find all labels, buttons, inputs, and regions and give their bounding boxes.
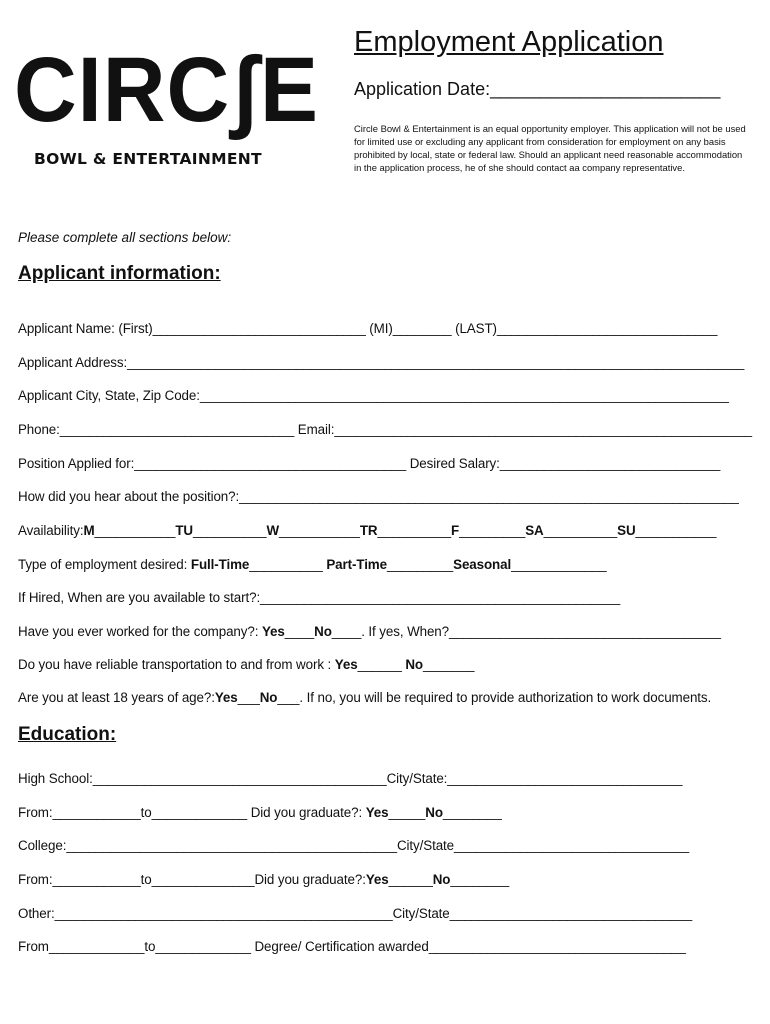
avail-sunday-line[interactable]: ___________: [635, 523, 717, 538]
seasonal-option: Seasonal: [453, 557, 512, 572]
phone-email-field[interactable]: Phone:________________________________ Email:_________________________________________________________: [18, 422, 752, 437]
transportation-label: Do you have reliable transportation to and from work :: [18, 657, 335, 672]
applicant-name-field[interactable]: Applicant Name: (First)_____________________________ (MI)________ (LAST)______________________________: [18, 321, 718, 336]
other-dates-field[interactable]: From_____________to_____________ Degree/ Certification awarded___________________________________: [18, 939, 686, 954]
avail-wednesday: W: [266, 523, 280, 538]
age-note: . If no, you will be required to provide authorization to work documents.: [299, 690, 712, 705]
age-yes-option: Yes: [214, 690, 238, 705]
high-school-field[interactable]: High School:________________________________________City/State:________________________________: [18, 771, 683, 786]
avail-thursday: TR: [359, 523, 378, 538]
other-education-field[interactable]: Other:______________________________________________City/State_________________________________: [18, 906, 693, 921]
age-yes-line[interactable]: ___: [237, 690, 260, 705]
age-no-option: No: [259, 690, 278, 705]
avail-sunday: SU: [617, 523, 636, 538]
full-time-option: Full-Time: [190, 557, 250, 572]
applicant-section-heading: Applicant information:: [18, 263, 221, 284]
avail-saturday-line[interactable]: __________: [543, 523, 618, 538]
eeo-statement: Circle Bowl & Entertainment is an equal opportunity employer. This application will not be used for limited use or excluding any applicant from consideration for employment on any basis prohibited by local, state or federal law. Should an applicant need reasonable accommodation in the application process, he of she should contact aa company representative.: [354, 123, 746, 173]
availability-label: Availability:: [18, 523, 84, 538]
hs-no-option: No: [425, 805, 443, 820]
logo-wordmark: CIRCʃE: [14, 39, 319, 141]
hear-about-field[interactable]: How did you hear about the position?:____________________________________________________________________: [18, 489, 739, 504]
transport-no-line[interactable]: _______: [422, 657, 475, 672]
avail-monday-line[interactable]: ___________: [94, 523, 176, 538]
worked-before-label: Have you ever worked for the company?:: [18, 624, 262, 639]
education-section-heading: Education:: [18, 724, 117, 745]
part-time-option: Part-Time: [326, 557, 387, 572]
college-no-option: No: [432, 872, 451, 887]
application-date-field[interactable]: Application Date:_______________________: [354, 79, 721, 99]
hs-yes-option: Yes: [365, 805, 389, 820]
applicant-address-field[interactable]: Applicant Address:____________________________________________________________________________________: [18, 355, 745, 370]
company-logo: [14, 40, 324, 175]
seasonal-line[interactable]: _____________: [511, 557, 607, 572]
hs-yes-line[interactable]: _____: [388, 805, 426, 820]
transport-yes-option: Yes: [334, 657, 358, 672]
avail-wednesday-line[interactable]: ___________: [279, 523, 360, 538]
college-no-line[interactable]: ________: [450, 872, 510, 887]
worked-before-field[interactable]: [18, 624, 721, 639]
transportation-field[interactable]: [18, 657, 474, 672]
worked-no-line[interactable]: ____: [331, 624, 362, 639]
worked-no-option: No: [314, 624, 332, 639]
avail-tuesday-line[interactable]: __________: [192, 523, 267, 538]
worked-yes-line[interactable]: ____: [284, 624, 315, 639]
employment-type-label: Type of employment desired:: [18, 557, 191, 572]
age-no-line[interactable]: ___: [277, 690, 300, 705]
college-yes-option: Yes: [365, 872, 389, 887]
hs-from-to[interactable]: From:____________to_____________ Did you graduate?:: [18, 805, 366, 820]
college-yes-line[interactable]: ______: [388, 872, 433, 887]
logo-subtitle: BOWL & ENTERTAINMENT: [34, 150, 262, 168]
availability-field[interactable]: [18, 523, 716, 538]
worked-yes-option: Yes: [261, 624, 285, 639]
page-title: Employment Application: [354, 26, 664, 58]
college-from-to[interactable]: From:____________to______________Did you graduate?:: [18, 872, 366, 887]
avail-thursday-line[interactable]: __________: [377, 523, 451, 538]
worked-when-field[interactable]: . If yes, When?_____________________________________: [361, 624, 721, 639]
transport-no-option: No: [405, 657, 423, 672]
college-dates-field[interactable]: [18, 872, 509, 887]
employment-type-field[interactable]: [18, 557, 607, 572]
hs-no-line[interactable]: ________: [442, 805, 502, 820]
high-school-dates-field[interactable]: [18, 805, 502, 820]
transport-yes-line[interactable]: ______: [357, 657, 402, 672]
avail-saturday: SA: [525, 523, 544, 538]
avail-friday-line[interactable]: _________: [459, 523, 526, 538]
full-time-line[interactable]: __________: [249, 557, 323, 572]
avail-monday: M: [83, 523, 95, 538]
college-field[interactable]: College:_____________________________________________City/State________________________________: [18, 838, 690, 853]
avail-tuesday: TU: [175, 523, 193, 538]
part-time-line[interactable]: _________: [386, 557, 454, 572]
position-salary-field[interactable]: Position Applied for:_____________________________________ Desired Salary:______________________________: [18, 456, 721, 471]
applicant-city-field[interactable]: Applicant City, State, Zip Code:________________________________________________________________________: [18, 388, 729, 403]
age-label: Are you at least 18 years of age?:: [18, 690, 215, 705]
intro-text: Please complete all sections below:: [18, 230, 232, 245]
avail-friday: F: [450, 523, 460, 538]
start-date-field[interactable]: If Hired, When are you available to start?:_________________________________________________: [18, 590, 621, 605]
age-field[interactable]: [18, 690, 711, 705]
